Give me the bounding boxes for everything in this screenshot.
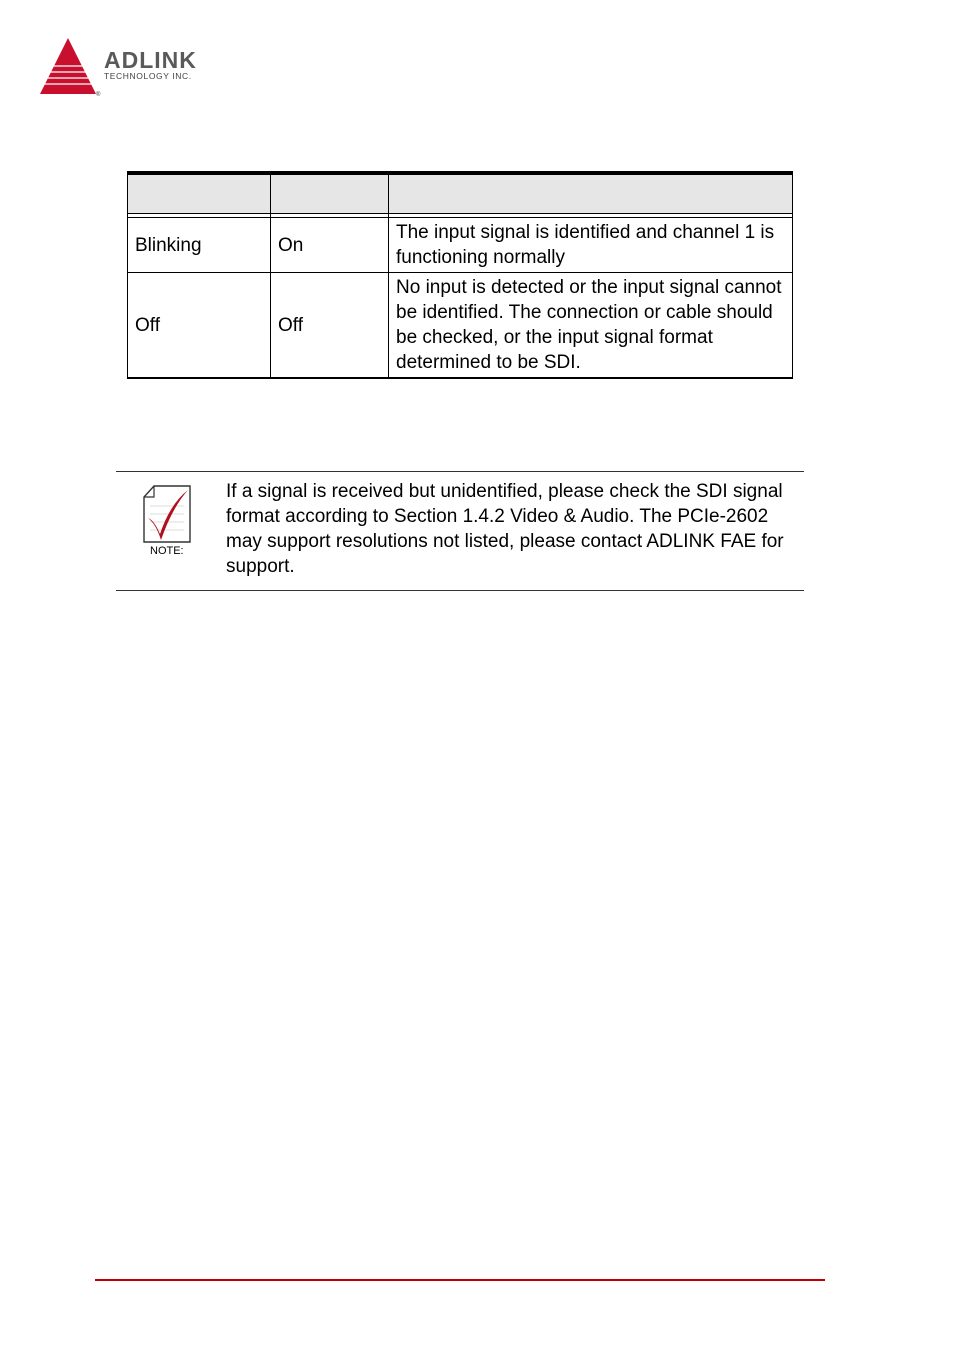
led-state-cell: Blinking: [128, 218, 271, 273]
note-box: [116, 471, 804, 591]
header-cell-2: [271, 173, 389, 214]
description-cell: The input signal is identified and channel 1 is functioning normally: [389, 218, 793, 273]
svg-text:®: ®: [96, 92, 101, 98]
adlink-logo: [38, 36, 238, 98]
note-text: If a signal is received but unidentified, please check the SDI signal format according to Section 1.4.2 Video & Audio. The PCIe-2602 may support resolutions not listed, please contact ADLINK FAE for support.: [226, 481, 784, 577]
header-cell-3: [389, 173, 793, 214]
table-row: [128, 273, 793, 379]
brand-subtitle: TECHNOLOGY INC.: [104, 71, 192, 81]
led-status-table: [127, 171, 793, 379]
led-state-cell: Off: [128, 273, 271, 379]
led-state-cell: Off: [271, 273, 389, 379]
adlink-triangle-icon: [38, 36, 102, 98]
header-cell-1: [128, 173, 271, 214]
brand-name: ADLINK: [104, 47, 197, 73]
table-row: [128, 218, 793, 273]
led-state-cell: On: [271, 218, 389, 273]
footer-rule: [95, 1279, 825, 1281]
description-cell: No input is detected or the input signal cannot be identified. The connection or cable should be checked, or the input signal format determined to be SDI.: [389, 273, 793, 379]
table-header-row: [128, 173, 793, 214]
note-label: NOTE:: [150, 545, 184, 557]
